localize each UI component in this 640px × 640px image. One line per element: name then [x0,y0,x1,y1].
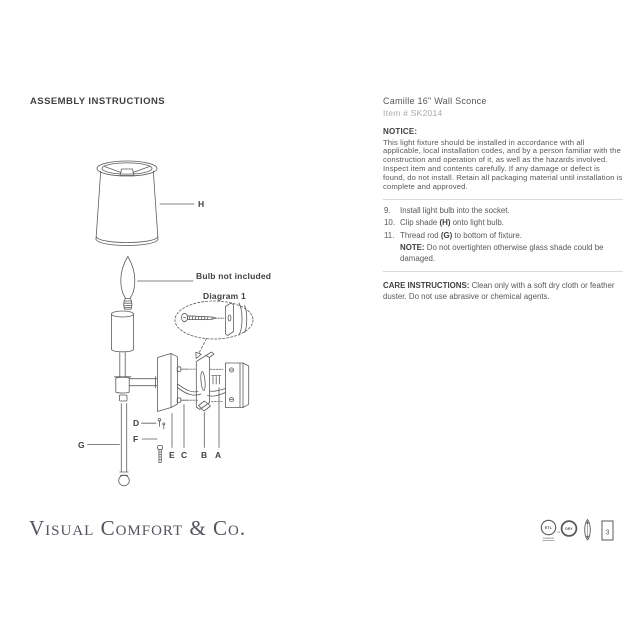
step-part-ref: (G) [440,230,453,240]
note-body: Do not overtighten otherwise glass shade could be damaged. [400,243,604,263]
dry-location-icon [562,521,577,536]
step-text-run: Clip shade [400,218,438,228]
care-body: Clean only with a soft dry cloth or feather duster. Do not use abrasive or chemical agents. [383,280,615,301]
leader-lines [88,204,220,448]
step-number: 10. [384,218,395,228]
part-label-g: G [78,440,85,450]
candle-bulb-drawing [121,257,135,310]
part-label-b: B [201,450,208,460]
intertek-text: Intertek [543,535,554,540]
part-label-d: D [133,418,140,428]
part-label-h: H [198,199,205,209]
notice-heading: NOTICE: [383,127,418,136]
etl-text: ETL [544,525,553,531]
product-name: Camille 16" Wall Sconce [383,96,487,106]
care-label: CARE INSTRUCTIONS: [383,280,470,290]
diagram1-title: Diagram 1 [203,291,246,301]
note-label: NOTE: [400,243,425,253]
diagram1-callout-drawing [175,301,253,359]
step-number: 9. [384,205,391,215]
hardware-small-parts [158,419,165,463]
assembly-instructions-heading: ASSEMBLY INSTRUCTIONS [30,96,166,107]
step-part-ref: (H) [439,218,451,228]
etl-listed-icon [541,520,560,540]
etl-us-text: us [557,531,561,535]
part-label-a: A [215,450,222,460]
bulb-not-included-label: Bulb not included [196,271,272,281]
bulb-shape-icon [585,520,591,541]
step-number: 11. [384,230,395,240]
part-label-c: C [181,450,188,460]
part-label-f: F [133,434,139,444]
notice-body: This light fixture should be installed in accordance with all applicable, local installation codes, and by a person familiar with the construction and operation of it, as well as the hazards involved. Inspect item and contents carefully. If any damage or defect is found, do not install. Retain all packaging material until installation is complete and approved. [383,137,623,192]
page-number-box [602,521,613,540]
item-number: Item # SK2014 [383,108,443,118]
brand-logo: Visual Comfort & Co. [29,516,247,540]
page-number-text: 3 [605,529,610,537]
part-label-e: E [169,450,175,460]
shade-drawing [96,161,158,246]
step-text-run: Install light bulb into the socket. [400,205,510,215]
step-text-run: to bottom of fixture. [454,230,522,240]
step-text-run: onto light bulb. [452,218,504,228]
dry-text: DRY [565,527,573,531]
step-text-run: Thread rod [400,230,439,240]
certification-icons [536,512,616,548]
